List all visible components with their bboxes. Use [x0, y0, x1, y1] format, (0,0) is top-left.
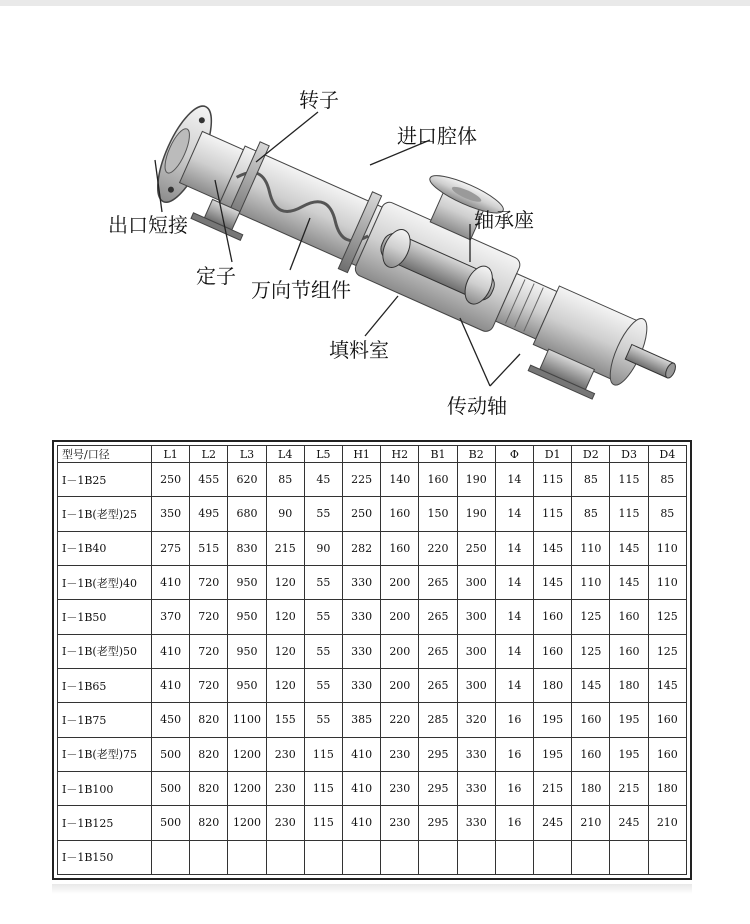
value-cell: 950 [228, 600, 266, 634]
column-header: Φ [495, 446, 533, 463]
value-cell: 120 [266, 668, 304, 702]
column-header: D3 [610, 446, 648, 463]
value-cell: 120 [266, 600, 304, 634]
table-shadow [52, 884, 692, 894]
label-rotor: 转子 [299, 88, 339, 112]
value-cell: 180 [648, 771, 686, 805]
table-row [58, 771, 687, 805]
value-cell: 230 [266, 806, 304, 840]
value-cell: 90 [304, 531, 342, 565]
value-cell: 200 [381, 565, 419, 599]
column-header: B2 [457, 446, 495, 463]
table-row [58, 463, 687, 497]
value-cell: 145 [610, 565, 648, 599]
value-cell: 265 [419, 668, 457, 702]
value-cell: 85 [266, 463, 304, 497]
value-cell: 200 [381, 634, 419, 668]
value-cell: 110 [572, 565, 610, 599]
value-cell: 295 [419, 737, 457, 771]
value-cell: 215 [534, 771, 572, 805]
value-cell: 155 [266, 703, 304, 737]
column-header: D2 [572, 446, 610, 463]
value-cell: 1200 [228, 771, 266, 805]
model-cell: I－1B(老型)25 [58, 497, 152, 531]
value-cell: 1200 [228, 737, 266, 771]
value-cell: 265 [419, 565, 457, 599]
value-cell: 180 [572, 771, 610, 805]
value-cell: 720 [190, 600, 228, 634]
value-cell: 14 [495, 634, 533, 668]
value-cell: 230 [381, 806, 419, 840]
value-cell: 45 [304, 463, 342, 497]
value-cell: 145 [648, 668, 686, 702]
value-cell: 225 [343, 463, 381, 497]
model-cell: I－1B65 [58, 668, 152, 702]
value-cell: 265 [419, 600, 457, 634]
value-cell: 330 [457, 806, 495, 840]
value-cell: 14 [495, 668, 533, 702]
value-cell: 500 [152, 806, 190, 840]
value-cell: 410 [152, 634, 190, 668]
value-cell: 16 [495, 771, 533, 805]
value-cell [381, 840, 419, 874]
value-cell [266, 840, 304, 874]
table-row [58, 600, 687, 634]
value-cell: 160 [648, 703, 686, 737]
model-cell: I－1B125 [58, 806, 152, 840]
value-cell: 385 [343, 703, 381, 737]
column-header: D4 [648, 446, 686, 463]
value-cell [190, 840, 228, 874]
column-header: L4 [266, 446, 304, 463]
value-cell: 330 [457, 737, 495, 771]
value-cell: 210 [648, 806, 686, 840]
value-cell: 330 [343, 634, 381, 668]
value-cell: 160 [534, 634, 572, 668]
value-cell: 16 [495, 703, 533, 737]
value-cell: 190 [457, 463, 495, 497]
value-cell: 410 [343, 737, 381, 771]
value-cell: 115 [534, 497, 572, 531]
value-cell: 515 [190, 531, 228, 565]
value-cell: 200 [381, 600, 419, 634]
value-cell: 160 [648, 737, 686, 771]
dimension-table-frame [52, 440, 692, 880]
value-cell: 220 [381, 703, 419, 737]
value-cell: 145 [572, 668, 610, 702]
value-cell: 680 [228, 497, 266, 531]
column-header: L1 [152, 446, 190, 463]
value-cell: 115 [534, 463, 572, 497]
value-cell: 720 [190, 565, 228, 599]
model-cell: I－1B50 [58, 600, 152, 634]
value-cell: 330 [457, 771, 495, 805]
value-cell [152, 840, 190, 874]
value-cell [534, 840, 572, 874]
value-cell: 830 [228, 531, 266, 565]
value-cell [572, 840, 610, 874]
model-cell: I－1B25 [58, 463, 152, 497]
model-cell: I－1B40 [58, 531, 152, 565]
value-cell: 245 [610, 806, 648, 840]
model-cell: I－1B(老型)75 [58, 737, 152, 771]
value-cell: 410 [152, 565, 190, 599]
value-cell: 195 [534, 703, 572, 737]
label-inlet-chamber: 进口腔体 [397, 124, 477, 148]
value-cell: 125 [648, 634, 686, 668]
value-cell: 275 [152, 531, 190, 565]
value-cell: 55 [304, 634, 342, 668]
value-cell: 1100 [228, 703, 266, 737]
value-cell: 14 [495, 497, 533, 531]
table-row [58, 634, 687, 668]
table-row [58, 565, 687, 599]
value-cell [419, 840, 457, 874]
value-cell: 250 [457, 531, 495, 565]
value-cell: 220 [419, 531, 457, 565]
table-row [58, 668, 687, 702]
value-cell: 500 [152, 737, 190, 771]
value-cell: 820 [190, 806, 228, 840]
table-row [58, 497, 687, 531]
table-row [58, 531, 687, 565]
value-cell: 16 [495, 737, 533, 771]
value-cell: 300 [457, 565, 495, 599]
value-cell: 455 [190, 463, 228, 497]
value-cell: 55 [304, 668, 342, 702]
value-cell: 450 [152, 703, 190, 737]
value-cell: 230 [381, 737, 419, 771]
value-cell: 160 [419, 463, 457, 497]
value-cell: 90 [266, 497, 304, 531]
value-cell: 215 [610, 771, 648, 805]
value-cell: 160 [610, 634, 648, 668]
value-cell: 55 [304, 703, 342, 737]
value-cell: 300 [457, 668, 495, 702]
value-cell: 160 [381, 531, 419, 565]
value-cell: 950 [228, 634, 266, 668]
model-cell: I－1B75 [58, 703, 152, 737]
value-cell: 195 [534, 737, 572, 771]
label-stator: 定子 [196, 264, 236, 288]
table-row [58, 840, 687, 874]
column-header: 型号/口径 [58, 446, 152, 463]
label-outlet-connector: 出口短接 [108, 213, 188, 237]
value-cell: 200 [381, 668, 419, 702]
value-cell: 282 [343, 531, 381, 565]
value-cell: 110 [572, 531, 610, 565]
value-cell: 160 [534, 600, 572, 634]
value-cell: 950 [228, 565, 266, 599]
value-cell [610, 840, 648, 874]
label-bearing-seat: 轴承座 [474, 208, 534, 232]
value-cell: 180 [610, 668, 648, 702]
value-cell: 190 [457, 497, 495, 531]
value-cell: 320 [457, 703, 495, 737]
column-header: L5 [304, 446, 342, 463]
value-cell: 295 [419, 771, 457, 805]
value-cell: 410 [343, 806, 381, 840]
value-cell: 110 [648, 531, 686, 565]
value-cell: 210 [572, 806, 610, 840]
value-cell: 55 [304, 600, 342, 634]
value-cell: 160 [610, 600, 648, 634]
table-row [58, 806, 687, 840]
value-cell: 55 [304, 497, 342, 531]
table-body [58, 463, 687, 875]
model-cell: I－1B150 [58, 840, 152, 874]
value-cell: 14 [495, 565, 533, 599]
value-cell: 160 [381, 497, 419, 531]
value-cell: 85 [572, 497, 610, 531]
value-cell: 145 [610, 531, 648, 565]
value-cell: 115 [610, 497, 648, 531]
value-cell: 720 [190, 668, 228, 702]
value-cell: 300 [457, 634, 495, 668]
value-cell: 14 [495, 531, 533, 565]
value-cell: 160 [572, 703, 610, 737]
value-cell: 115 [610, 463, 648, 497]
value-cell: 215 [266, 531, 304, 565]
value-cell: 330 [343, 668, 381, 702]
value-cell: 410 [152, 668, 190, 702]
column-header: H2 [381, 446, 419, 463]
column-header: B1 [419, 446, 457, 463]
value-cell: 110 [648, 565, 686, 599]
value-cell: 16 [495, 806, 533, 840]
model-cell: I－1B(老型)50 [58, 634, 152, 668]
value-cell: 230 [266, 737, 304, 771]
value-cell: 720 [190, 634, 228, 668]
column-header: H1 [343, 446, 381, 463]
value-cell: 14 [495, 463, 533, 497]
value-cell: 820 [190, 737, 228, 771]
value-cell: 150 [419, 497, 457, 531]
value-cell [228, 840, 266, 874]
value-cell: 125 [572, 634, 610, 668]
value-cell: 160 [572, 737, 610, 771]
value-cell: 180 [534, 668, 572, 702]
value-cell: 285 [419, 703, 457, 737]
value-cell [457, 840, 495, 874]
value-cell: 145 [534, 531, 572, 565]
table-header-row [58, 446, 687, 463]
value-cell: 250 [152, 463, 190, 497]
column-header: L2 [190, 446, 228, 463]
value-cell: 195 [610, 737, 648, 771]
value-cell: 14 [495, 600, 533, 634]
value-cell: 195 [610, 703, 648, 737]
value-cell: 495 [190, 497, 228, 531]
value-cell: 125 [648, 600, 686, 634]
table-row [58, 703, 687, 737]
value-cell [495, 840, 533, 874]
model-cell: I－1B(老型)40 [58, 565, 152, 599]
value-cell: 115 [304, 737, 342, 771]
value-cell: 820 [190, 771, 228, 805]
model-cell: I－1B100 [58, 771, 152, 805]
value-cell: 500 [152, 771, 190, 805]
value-cell: 115 [304, 806, 342, 840]
value-cell: 1200 [228, 806, 266, 840]
label-packing-chamber: 填料室 [329, 338, 389, 362]
value-cell: 330 [343, 600, 381, 634]
value-cell: 230 [266, 771, 304, 805]
label-universal-joint: 万向节组件 [251, 278, 351, 302]
value-cell: 300 [457, 600, 495, 634]
value-cell: 85 [648, 463, 686, 497]
value-cell: 230 [381, 771, 419, 805]
value-cell: 265 [419, 634, 457, 668]
value-cell [304, 840, 342, 874]
value-cell: 350 [152, 497, 190, 531]
value-cell: 120 [266, 565, 304, 599]
value-cell [648, 840, 686, 874]
value-cell: 120 [266, 634, 304, 668]
dimension-table [57, 445, 687, 875]
value-cell: 140 [381, 463, 419, 497]
column-header: D1 [534, 446, 572, 463]
value-cell: 145 [534, 565, 572, 599]
label-drive-shaft: 传动轴 [447, 394, 507, 418]
value-cell [343, 840, 381, 874]
value-cell: 330 [343, 565, 381, 599]
value-cell: 115 [304, 771, 342, 805]
value-cell: 250 [343, 497, 381, 531]
value-cell: 950 [228, 668, 266, 702]
column-header: L3 [228, 446, 266, 463]
table-row [58, 737, 687, 771]
value-cell: 295 [419, 806, 457, 840]
pump-diagram [0, 0, 750, 430]
value-cell: 125 [572, 600, 610, 634]
value-cell: 820 [190, 703, 228, 737]
value-cell: 245 [534, 806, 572, 840]
value-cell: 370 [152, 600, 190, 634]
value-cell: 85 [572, 463, 610, 497]
value-cell: 410 [343, 771, 381, 805]
value-cell: 620 [228, 463, 266, 497]
value-cell: 85 [648, 497, 686, 531]
value-cell: 55 [304, 565, 342, 599]
